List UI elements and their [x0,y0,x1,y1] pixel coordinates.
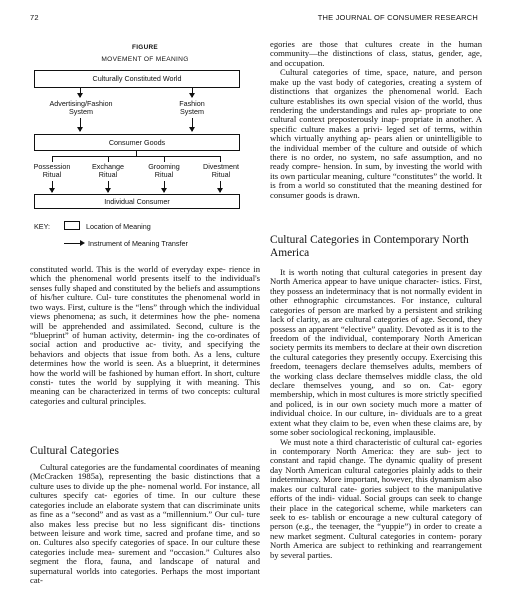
figure-caption: FIGURE [132,44,158,51]
text-line: leged set of terms, within which virtually anything ap- [270,123,482,144]
text-line: istics. First, they possess an indeterminacy that is not [270,276,482,296]
left-paragraph-1 [30,265,260,406]
possession-line1: Possession [33,162,71,171]
exchange-line1: Exchange [92,162,124,171]
text-line: It is worth noting that cultural categories in present [280,267,467,277]
text-line: the cultural categories they presently occupy. Exercising [270,351,467,362]
right-paragraph-2 [270,68,482,200]
text-line: of space. In our culture these categories include mea- [30,537,260,557]
text-line: “elective” quality. Devoted as it is to the freedom of [270,323,483,343]
text-line: rience in which the phenomenal world presents itself [30,264,261,284]
label-divestment-ritual [192,163,250,180]
text-line: make up the vast body of categories, creating a system [270,76,472,87]
text-line: egories in contemporary North America: they are sub- [270,436,482,457]
right-paragraph-3 [270,268,482,438]
text-line: from both. As a lens, culture determines how the world [30,348,260,369]
text-line: Cultural categories are the fundamental coordinates [40,462,219,472]
text-line: is from a world so constituted that the meaning destined [270,180,470,191]
text-line: pears alien or unintelligible to the individual member [270,133,482,153]
text-line: of meaning (McCracken 1985a), representing the basic [30,462,260,482]
legend-arrow-label: Instrument of Meaning Transfer [88,239,188,248]
text-line: nomena will be apprehended and assimilated. Second, [30,311,260,331]
text-line: North America [270,234,469,259]
text-line: constituted world. This is the world of everyday expe- [30,264,226,274]
legend-key: KEY: [34,222,50,231]
label-advertising-fashion-system [40,100,122,117]
text-line: of distinctions that organizes the phenomenal world. [270,76,482,97]
text-line: to the individual's senses fully shaped and constituted [30,273,260,293]
text-line: ject to constant and rapid change. The dynamic quality [270,446,482,466]
text-line: the individual, contemporary North American society [270,332,482,353]
grooming-line2: Ritual [154,170,174,180]
text-line: gories subject to the manipulative efforts of the indi- [270,483,482,504]
page-number: 72 [30,13,39,22]
text-line: (e.g., the teenager, the “yuppie”) in order to create a [295,521,483,532]
legend-arrowhead-icon [80,240,85,246]
text-line: class, the old declare themselves young, and so on. Cat- [270,370,482,391]
left-heading-block [30,445,260,458]
text-line: views phenomena; as such, it determines how the phe- [30,311,230,322]
label-possession-ritual [22,163,82,180]
text-line: even when these claims are, by some sober sociological [270,417,482,438]
text-line: meaning can be characterized in terms of two concepts: [30,386,231,397]
text-line: First, culture is the “lens” through which the individual [67,301,261,312]
right-heading-block [270,234,482,260]
text-line: Each culture establishes its own special vision of the [270,86,482,106]
section-heading-contemporary [270,234,482,260]
legend-arrow-symbol [64,243,82,244]
arrow-divestment-to-consumer [220,181,221,192]
text-line: is seen. As a blueprint, it determines how the world will [30,358,260,378]
connector-goods-branch [52,156,220,157]
text-line: egories of time. In our culture these categories include [30,490,261,510]
text-line: be fashioned by human effort. In short, culture consti- [30,367,260,388]
text-line: as a “second” and as vast as a “millennium.” Our cul- [55,509,245,520]
text-line: ture constitutes the phenomenal world in two ways. [30,292,260,312]
text-line: hension. In sum, by investing the world with its own [270,161,482,181]
text-line: however, this dynamism also makes our cultural cate- [270,474,483,494]
right-paragraph-1 [270,40,482,68]
legend-box-label: Location of Meaning [86,222,151,231]
text-line: particular meaning, culture “constitutes” the world. It [297,170,482,181]
divestment-line1: Divestment [203,162,239,171]
left-column [30,265,260,406]
right-column-2 [270,268,482,560]
text-line: egories are those that cultures create in the human [270,39,482,49]
text-line: propriate to one cultural context preposterously inap- [270,104,482,125]
text-line: the categorical scheme, while marketers can seek to es- [270,502,483,522]
arrow-possession-to-consumer [52,181,53,192]
label-exchange-ritual [80,163,136,180]
label-advertising-line2: System [69,107,93,117]
text-line: profane time, and so on. Cultures also specify categories [30,527,260,548]
text-line: We must note a third characteristic of cultural cat- [280,436,455,447]
text-line: distinctions that a culture uses to divide up the phe- [30,471,260,491]
text-line: reckoning, implausible. [354,427,436,438]
arrow-fashion-to-goods [192,118,193,131]
text-line: vidual. Social groups can seek to change their place in [270,493,483,513]
label-grooming-ritual [136,163,192,180]
section-heading-cultural-categories: Cultural Categories [30,445,119,457]
text-line: surement and “occasion.” Cultures also segment the [30,546,261,567]
arrow-exchange-to-consumer [108,181,109,192]
label-fashion-system [160,100,224,117]
text-line: propriate in another. A specific culture makes a privi- [270,114,482,134]
divestment-line2: Ritual [211,170,231,180]
arrow-advertising-to-goods [80,118,81,131]
arrow-world-to-fashion [192,88,193,97]
text-line: members of the working class declare themselves middle [270,361,482,381]
text-line: For instance, cultural categories of person are marked [270,295,482,315]
journal-title: THE JOURNAL OF CONSUMER RESEARCH [317,13,478,22]
text-line: egory membership, which in most cultures is more [270,380,482,400]
text-line: new market segment. Cultural categories in contem- [270,530,457,541]
text-line: ture also makes less precise but no less significant dis- [30,509,260,529]
text-line: world, thus rendering the understandings and rules ap- [270,95,483,115]
legend-box-symbol [64,221,80,230]
text-line: Cultural categories of time, space, nature, and person [280,67,482,78]
text-line: this freedom, teenagers declare themselves adults, [270,351,482,372]
exchange-line2: Ritual [98,170,118,180]
text-line: an elaborate system that can discriminate units as fine [30,499,260,520]
text-line: culture is the “blueprint” of human activity, determin- [30,320,260,340]
arrow-world-to-advertising [80,88,81,97]
text-line: flora, fauna, and landscape of natural and supernatural [30,556,260,576]
text-line: by the beliefs and assumptions of his/her culture. Cul- [30,282,260,303]
text-line: Cultural Categories in Contemporary [270,234,440,246]
text-line: by a persistent and striking lack of clarity, as are cultural [270,304,482,325]
left-column-2 [30,463,260,585]
possession-line2: Ritual [42,170,62,180]
text-line: porary North America are subject to rethinking and [270,530,482,551]
left-paragraph-2 [30,463,260,585]
grooming-line1: Grooming [148,162,180,171]
arrow-grooming-to-consumer [164,181,165,192]
text-line: permits its members to declare at their own discretion [296,342,482,353]
label-fashion-line1: Fashion [179,99,205,108]
box-consumer-goods: Consumer Goods [34,134,240,151]
text-line: more a matter of individual choice. In our culture, in- [270,398,482,419]
text-line: community—the distinctions of class, status, gender, [270,48,464,59]
text-line: worlds into categories. Perhaps the most important cat- [30,565,261,586]
text-line: age, and occupation. [270,48,483,68]
label-advertising-line1: Advertising/Fashion [49,99,113,108]
text-line: day North America appear to have unique character- [270,267,482,287]
text-line: tinctions between leisure and work time, sacred and [30,518,261,538]
text-line: tivity, and specifying the behaviors and objects that issue [30,339,260,359]
box-culturally-constituted-world: Culturally Constituted World [34,70,240,88]
text-line: nomenal world. For instance, all cultures specify cat- [30,480,261,501]
text-line: strictly specified and policed, is in our own society much [270,389,482,409]
text-line: no system, no safe assumption, and no ready compre- [270,152,483,172]
text-line: rearrangement by several parties. [270,540,483,560]
right-column [270,40,482,200]
text-line: tablish or encourage a new cultural category of person [270,511,482,532]
text-line: dividuals are to a great extent what they claim to be, [270,408,482,428]
figure-title: MOVEMENT OF MEANING [101,56,189,63]
box-individual-consumer: Individual Consumer [34,194,240,209]
text-line: of the culture and outside of which there is no order, [270,142,482,163]
text-line: ing the co-ordinates of social action and productive ac- [30,329,260,350]
right-paragraph-4 [270,438,482,560]
text-line: normally evident in other ethnographic circumstances. [270,285,482,306]
text-line: categories of age. Second, they possess an apparent [270,314,482,334]
text-line: cultural categories and cultural principles. [30,386,260,406]
text-line: plainly adds to their indeterminacy. More important, [270,464,482,485]
text-line: of present day North American cultural categories [270,455,482,475]
text-line: for consumer goods is drawn. [270,180,482,200]
label-fashion-line2: System [180,107,204,117]
text-line: tutes the world by supplying it with meaning. This [59,377,260,388]
